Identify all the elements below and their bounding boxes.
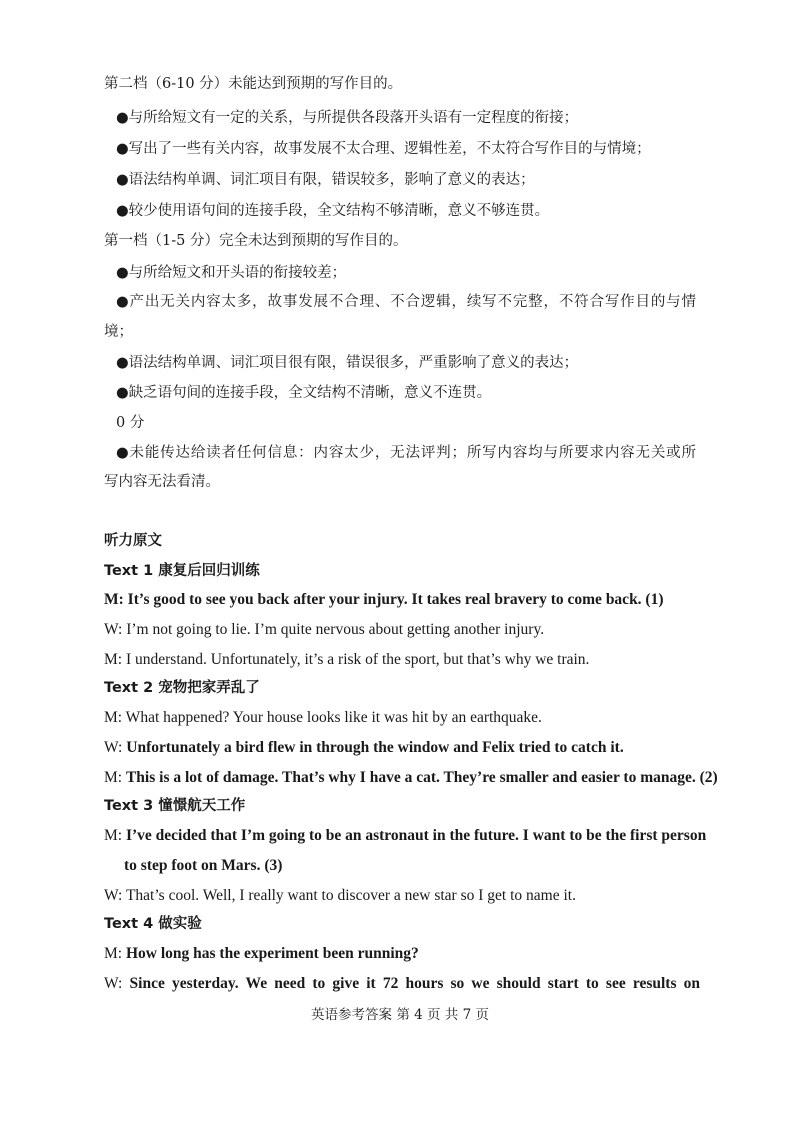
text2-line-m1: M: What happened? Your house looks like it was hit by an earthquake.	[104, 709, 542, 726]
listening-section-title: 听力原文	[104, 533, 162, 549]
text4-line-m1: M: How long has the experiment been running?	[104, 945, 419, 962]
text1-line-w1: W: I’m not going to lie. I’m quite nervous about getting another injury.	[104, 621, 545, 638]
tier2-item-2: ●写出了一些有关内容，故事发展不太合理、逻辑性差，不太符合写作目的与情境；	[116, 141, 651, 157]
text2-title: Text 2 宠物把家弄乱了	[104, 680, 260, 696]
tier1-item-1: ●与所给短文和开头语的衔接较差；	[116, 265, 347, 281]
tier2-item-1: ●与所给短文有一定的关系，与所提供各段落开头语有一定程度的衔接；	[116, 110, 579, 126]
text1-line-m1: M: It’s good to see you back after your injury. It takes real bravery to come back. (1)	[104, 591, 664, 608]
text3-line-w1: W: That’s cool. Well, I really want to discover a new star so I get to name it.	[104, 887, 576, 904]
text2-line-m2: M: This is a lot of damage. That’s why I have a cat. They’re smaller and easier to manage. (2)	[104, 769, 718, 786]
text4-line-w1: W: Since yesterday. We need to give it 72 hours so we should start to see results on	[104, 975, 700, 992]
tier1-item-3: ●语法结构单调、词汇项目很有限，错误很多，严重影响了意义的表达；	[116, 355, 579, 371]
text1-line-m2: M: I understand. Unfortunately, it’s a risk of the sport, but that’s why we train.	[104, 651, 590, 668]
tier1-item-2-line2: 境；	[104, 324, 133, 340]
tier2-title: 第二档（6-10 分）未能达到预期的写作目的。	[104, 76, 403, 92]
text3-line-m1: M: I’ve decided that I’m going to be an astronaut in the future. I want to be the first person	[104, 827, 707, 844]
text3-line-m1-cont: to step foot on Mars. (3)	[124, 857, 283, 874]
text4-title: Text 4 做实验	[104, 916, 202, 932]
page-footer: 英语参考答案 第 4 页 共 7 页	[311, 1007, 489, 1023]
text3-title: Text 3 憧憬航天工作	[104, 798, 246, 814]
tier0-title: 0 分	[116, 415, 145, 431]
tier1-item-4: ●缺乏语句间的连接手段，全文结构不清晰，意义不连贯。	[116, 385, 492, 401]
text1-title: Text 1 康复后回归训练	[104, 563, 260, 579]
tier0-line2: 写内容无法看清。	[104, 474, 220, 490]
tier0-line1: ●未能传达给读者任何信息：内容太少，无法评判；所写内容均与所要求内容无关或所	[116, 445, 696, 461]
text2-line-w1: W: Unfortunately a bird flew in through the window and Felix tried to catch it.	[104, 739, 624, 756]
tier2-item-4: ●较少使用语句间的连接手段，全文结构不够清晰，意义不够连贯。	[116, 203, 550, 219]
tier1-item-2-line1: ●产出无关内容太多，故事发展不合理、不合逻辑，续写不完整，不符合写作目的与情	[116, 294, 696, 310]
tier1-title: 第一档（1-5 分）完全未达到预期的写作目的。	[104, 233, 408, 249]
tier2-item-3: ●语法结构单调、词汇项目有限，错误较多，影响了意义的表达；	[116, 172, 535, 188]
